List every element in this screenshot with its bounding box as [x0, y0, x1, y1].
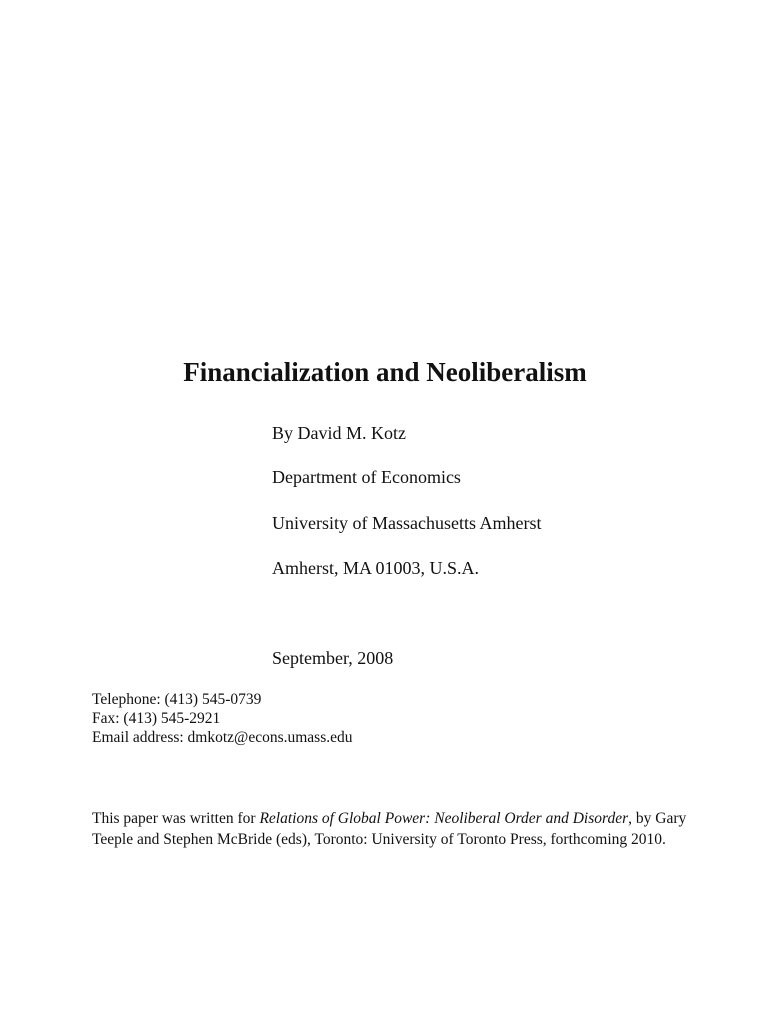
telephone: Telephone: (413) 545-0739 [92, 691, 262, 708]
publication-note [92, 808, 692, 850]
email-address: Email address: dmkotz@econs.umass.edu [92, 729, 353, 746]
author-university: University of Massachusetts Amherst [272, 513, 542, 533]
paper-title: Financialization and Neoliberalism [183, 357, 587, 387]
book-title: Relations of Global Power: Neoliberal Order and Disorder [259, 810, 629, 827]
publication-note-prefix: This paper was written for [92, 810, 260, 827]
author-department: Department of Economics [272, 467, 461, 487]
paper-date: September, 2008 [272, 648, 394, 668]
contact-block [92, 690, 353, 747]
author-byline: By David M. Kotz [272, 423, 406, 443]
author-address: Amherst, MA 01003, U.S.A. [272, 558, 480, 578]
fax: Fax: (413) 545-2921 [92, 710, 221, 727]
publication-note-suffix: , by Gary Teeple and Stephen McBride (eds), Toronto: University of Toronto Press, forthcoming 2010. [92, 810, 687, 848]
